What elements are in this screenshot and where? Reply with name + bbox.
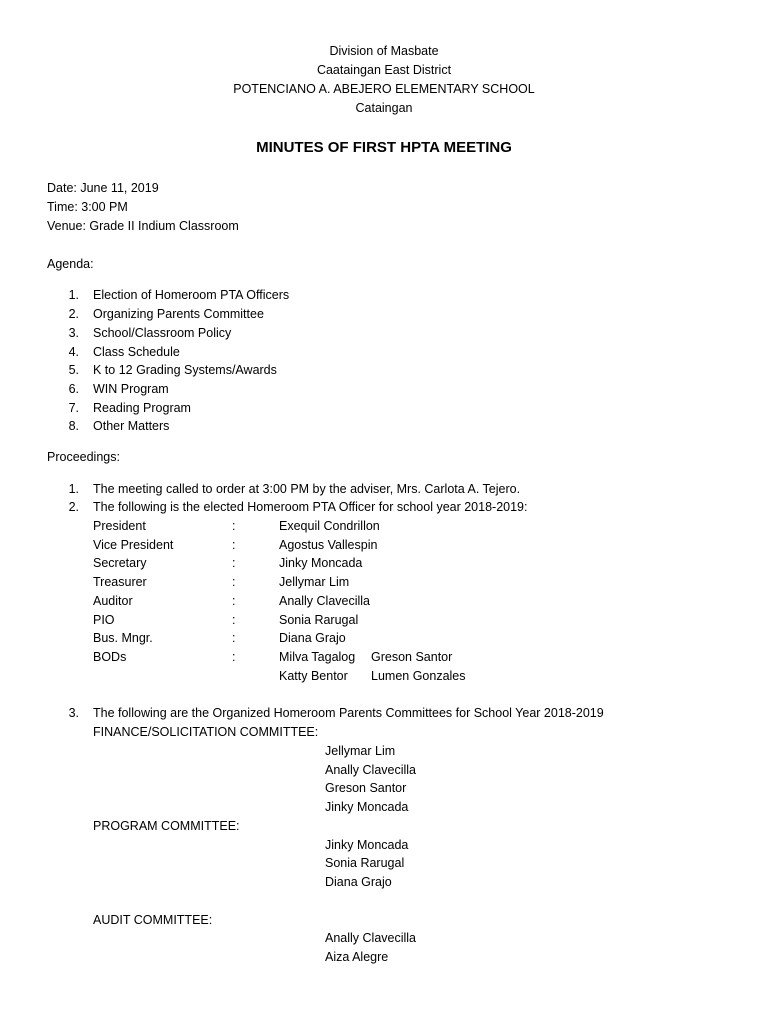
committee-member: Jellymar Lim: [325, 744, 396, 758]
officer-name: Exequil Condrillon: [279, 519, 380, 533]
bod-name: Katty Bentor: [279, 669, 348, 683]
committee-member: Anally Clavecilla: [325, 931, 417, 945]
committee-member: Aiza Alegre: [325, 950, 389, 964]
officer-position: PIO: [93, 613, 115, 627]
agenda-number: 4.: [68, 345, 79, 359]
proceedings-number: 1.: [68, 482, 79, 496]
officer-colon: :: [232, 538, 236, 552]
agenda-number: 3.: [68, 326, 79, 340]
officer-name: Agostus Vallespin: [279, 538, 378, 552]
officer-name: Anally Clavecilla: [279, 594, 371, 608]
officer-colon: :: [232, 556, 236, 570]
officer-position: President: [93, 519, 146, 533]
officer-colon: :: [232, 613, 236, 627]
committee-title: AUDIT COMMITTEE:: [93, 913, 213, 927]
header-division: Division of Masbate: [329, 44, 439, 58]
agenda-number: 8.: [68, 419, 79, 433]
proceedings-number: 2.: [68, 500, 79, 514]
proceedings-number: 3.: [68, 706, 79, 720]
officer-colon: :: [232, 519, 236, 533]
agenda-item: Organizing Parents Committee: [93, 307, 264, 321]
agenda-item: Class Schedule: [93, 345, 180, 359]
officer-position: Auditor: [93, 594, 133, 608]
officer-position: Bus. Mngr.: [93, 631, 153, 645]
officer-name: Jinky Moncada: [279, 556, 363, 570]
meeting-time: Time: 3:00 PM: [47, 200, 128, 214]
officer-name: Jellymar Lim: [279, 575, 350, 589]
bod-name: Lumen Gonzales: [371, 669, 466, 683]
committee-member: Jinky Moncada: [325, 800, 409, 814]
committee-member: Diana Grajo: [325, 875, 392, 889]
proceedings-item: The following are the Organized Homeroom Parents Committees for School Year 2018-2019: [93, 706, 604, 720]
agenda-item: School/Classroom Policy: [93, 326, 232, 340]
meeting-venue: Venue: Grade II Indium Classroom: [47, 219, 239, 233]
officer-colon: :: [232, 575, 236, 589]
agenda-number: 1.: [68, 288, 79, 302]
committee-member: Anally Clavecilla: [325, 763, 417, 777]
header-town: Cataingan: [355, 101, 413, 115]
agenda-heading: Agenda:: [47, 257, 94, 271]
officer-position: Vice President: [93, 538, 174, 552]
officer-position: BODs: [93, 650, 127, 664]
header-district: Caataingan East District: [316, 63, 452, 77]
agenda-item: K to 12 Grading Systems/Awards: [93, 363, 277, 377]
officer-name: Sonia Rarugal: [279, 613, 359, 627]
officer-name: Diana Grajo: [279, 631, 346, 645]
officer-position: Secretary: [93, 556, 147, 570]
bod-name: Greson Santor: [371, 650, 453, 664]
committee-member: Sonia Rarugal: [325, 856, 405, 870]
committee-title: FINANCE/SOLICITATION COMMITTEE:: [93, 725, 319, 739]
agenda-item: Reading Program: [93, 401, 191, 415]
header-school: POTENCIANO A. ABEJERO ELEMENTARY SCHOOL: [233, 82, 535, 96]
document-title: MINUTES OF FIRST HPTA MEETING: [256, 139, 512, 156]
meeting-date: Date: June 11, 2019: [47, 181, 159, 195]
agenda-item: WIN Program: [93, 382, 169, 396]
officer-position: Treasurer: [93, 575, 147, 589]
committee-title: PROGRAM COMMITTEE:: [93, 819, 240, 833]
bod-name: Milva Tagalog: [279, 650, 356, 664]
agenda-item: Other Matters: [93, 419, 170, 433]
agenda-number: 5.: [68, 363, 79, 377]
committee-member: Greson Santor: [325, 781, 407, 795]
agenda-number: 7.: [68, 401, 79, 415]
proceedings-item: The following is the elected Homeroom PTA Officer for school year 2018-2019:: [93, 500, 528, 514]
proceedings-heading: Proceedings:: [47, 450, 120, 464]
agenda-number: 2.: [68, 307, 79, 321]
agenda-number: 6.: [68, 382, 79, 396]
officer-colon: :: [232, 594, 236, 608]
officer-colon: :: [232, 631, 236, 645]
agenda-item: Election of Homeroom PTA Officers: [93, 288, 290, 302]
officer-colon: :: [232, 650, 236, 664]
committee-member: Jinky Moncada: [325, 838, 409, 852]
proceedings-item: The meeting called to order at 3:00 PM by the adviser, Mrs. Carlota A. Tejero.: [93, 482, 521, 496]
